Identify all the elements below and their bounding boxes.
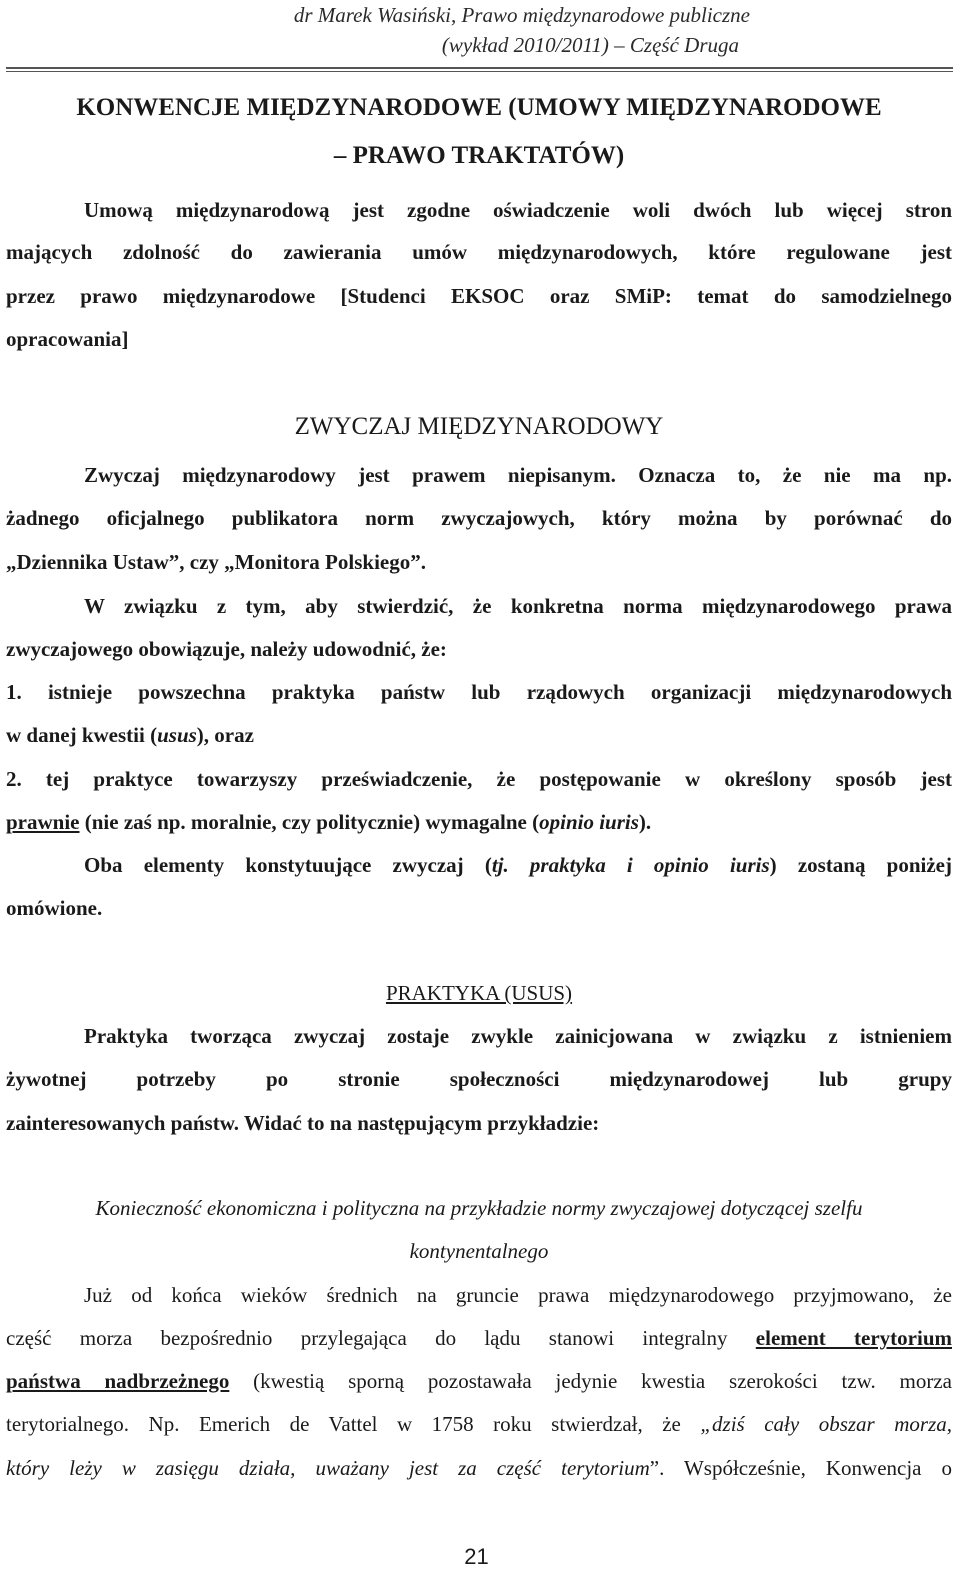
paragraph-line: zainteresowanych państw. Widać to na następującym przykładzie:	[6, 1111, 600, 1135]
paragraph-line: żywotnej potrzeby po stronie społeczności międzynarodowej lub grupy	[6, 1067, 952, 1091]
header-author-line: dr Marek Wasiński, Prawo międzynarodowe publiczne	[293, 3, 750, 27]
page-number: 21	[464, 1544, 489, 1569]
section-title-continued: – PRAWO TRAKTATÓW)	[333, 142, 625, 169]
section-title: PRAKTYKA (USUS)	[385, 981, 573, 1005]
list-item-continued: prawnie (nie zaś np. moralnie, czy politycznie) wymagalne (opinio iuris).	[6, 810, 652, 834]
paragraph-line: W związku z tym, aby stwierdzić, że konkretna norma międzynarodowego prawa	[84, 594, 952, 618]
paragraph-line: opracowania]	[6, 327, 129, 351]
header-lecture-line: (wykład 2010/2011) – Część Druga	[441, 33, 739, 57]
paragraph-line: żadnego oficjalnego publikatora norm zwyczajowych, który można by porównać do	[6, 506, 952, 530]
paragraph-line: Już od końca wieków średnich na gruncie prawa międzynarodowego przyjmowano, że	[84, 1283, 952, 1307]
subsection-title: Konieczność ekonomiczna i polityczna na przykładzie normy zwyczajowej dotyczącej szelfu	[95, 1196, 863, 1220]
list-item: 1. istnieje powszechna praktyka państw lub rządowych organizacji międzynarodowych	[6, 680, 952, 704]
paragraph-line: państwa nadbrzeżnego (kwestią sporną pozostawała jedynie kwestia szerokości tzw. morza	[6, 1369, 952, 1393]
paragraph-line: mających zdolność do zawierania umów międzynarodowych, które regulowane jest	[6, 240, 952, 264]
paragraph-line: „Dziennika Ustaw”, czy „Monitora Polskiego”.	[6, 550, 426, 574]
paragraph-line: terytorialnego. Np. Emerich de Vattel w 1758 roku stwierdzał, że „dziś cały obszar morza,	[6, 1412, 952, 1436]
paragraph-line: Zwyczaj międzynarodowy jest prawem niepisanym. Oznacza to, że nie ma np.	[84, 463, 952, 487]
subsection-title-continued: kontynentalnego	[409, 1239, 549, 1263]
paragraph-line: Praktyka tworząca zwyczaj zostaje zwykle zainicjowana w związku z istnieniem	[84, 1024, 952, 1048]
paragraph-line: Umową międzynarodową jest zgodne oświadczenie woli dwóch lub więcej stron	[84, 198, 952, 222]
paragraph-line: przez prawo międzynarodowe [Studenci EKSOC oraz SMiP: temat do samodzielnego	[6, 284, 952, 308]
list-item-continued: w danej kwestii (usus), oraz	[6, 723, 254, 747]
running-header	[0, 0, 953, 60]
paragraph-line: Oba elementy konstytuujące zwyczaj (tj. praktyka i opinio iuris) zostaną poniżej	[84, 853, 952, 877]
paragraph-line: część morza bezpośrednio przylegająca do lądu stanowi integralny element terytorium	[6, 1326, 952, 1350]
section-title: KONWENCJE MIĘDZYNARODOWE (UMOWY MIĘDZYNARODOWE	[76, 94, 882, 121]
section-title: ZWYCZAJ MIĘDZYNARODOWY	[294, 413, 664, 440]
paragraph-line: omówione.	[6, 896, 103, 920]
paragraph-line: zwyczajowego obowiązuje, należy udowodnić, że:	[6, 637, 447, 661]
paragraph-line: który leży w zasięgu działa, uważany jest za część terytorium”. Współcześnie, Konwencja o	[6, 1456, 952, 1480]
list-item: 2. tej praktyce towarzyszy przeświadczenie, że postępowanie w określony sposób jest	[6, 767, 952, 791]
header-divider	[6, 67, 953, 69]
header-divider-thin	[6, 71, 953, 72]
